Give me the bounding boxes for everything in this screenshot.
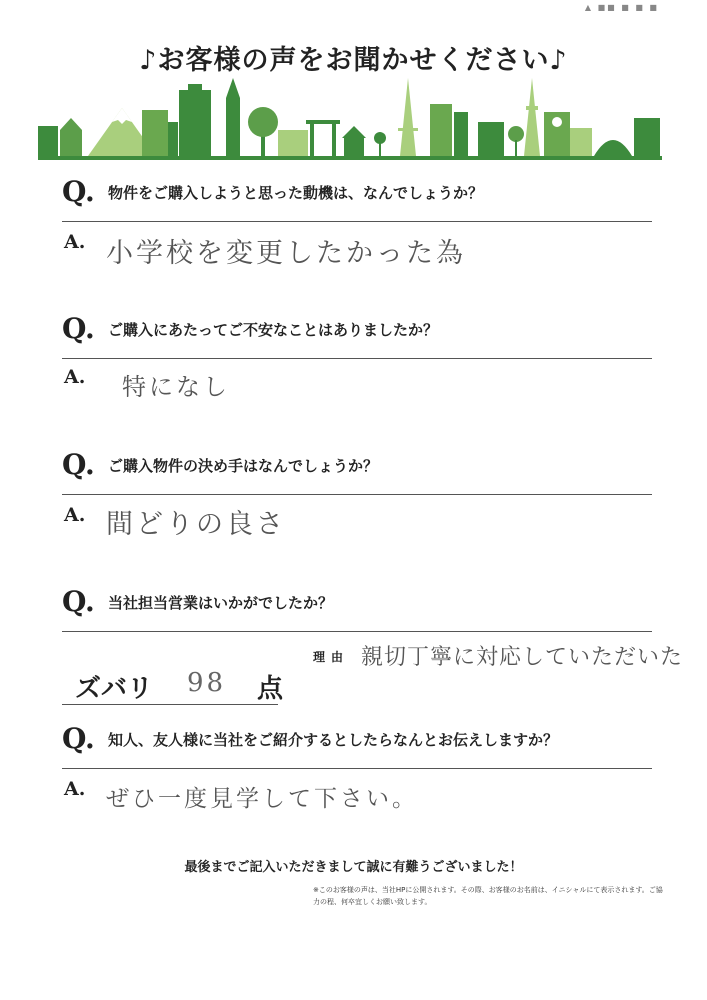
score-label: ズバリ: [75, 674, 154, 704]
answer-mark: A.: [64, 504, 86, 526]
reason-text: 親切丁寧に対応していただいた: [361, 645, 684, 670]
score-unit: 点: [257, 674, 284, 704]
divider: [62, 631, 652, 632]
divider: [62, 494, 652, 495]
divider: [62, 221, 652, 222]
question-mark: Q.: [62, 722, 95, 755]
page-title: ♪お客様の声をお聞かせください♪: [139, 45, 568, 76]
score-underline: [62, 704, 278, 705]
question-text: 知人、友人様に当社をご紹介するとしたらなんとお伝えしますか？: [108, 731, 559, 749]
question-text: ご購入物件の決め手はなんでしょうか？: [108, 457, 379, 475]
corner-mark: ▲ ■■ ■ ■ ■: [584, 3, 659, 12]
answer-text: 間どりの良さ: [106, 509, 286, 540]
question-mark: Q.: [62, 585, 95, 618]
question-mark: Q.: [62, 175, 95, 208]
answer-text: 特になし: [122, 373, 230, 401]
city-skyline-illustration: [38, 78, 662, 160]
question-text: ご購入にあたってご不安なことはありましたか？: [108, 321, 439, 339]
answer-text: 小学校を変更したかった為: [106, 238, 466, 269]
disclosure-note: ※このお客様の声は、当社HPに公開されます。その際、お客様のお名前は、イニシャルにて表示されます。ご協力の程、何卒宜しくお願い致します。: [313, 886, 663, 906]
question-text: 当社担当営業はいかがでしたか？: [108, 594, 334, 612]
answer-mark: A.: [64, 366, 86, 388]
question-text: 物件をご購入しようと思った動機は、なんでしょうか？: [108, 184, 484, 202]
question-mark: Q.: [62, 312, 95, 345]
divider: [62, 768, 652, 769]
closing-message: 最後までご記入いただきまして誠に有難うございました！: [184, 860, 523, 875]
reason-label: 理由: [313, 650, 350, 664]
score-value: 98: [187, 668, 227, 698]
answer-text: ぜひ一度見学して下さい。: [106, 786, 418, 812]
question-mark: Q.: [62, 448, 95, 481]
divider: [62, 358, 652, 359]
answer-mark: A.: [64, 231, 86, 253]
answer-mark: A.: [64, 778, 86, 800]
